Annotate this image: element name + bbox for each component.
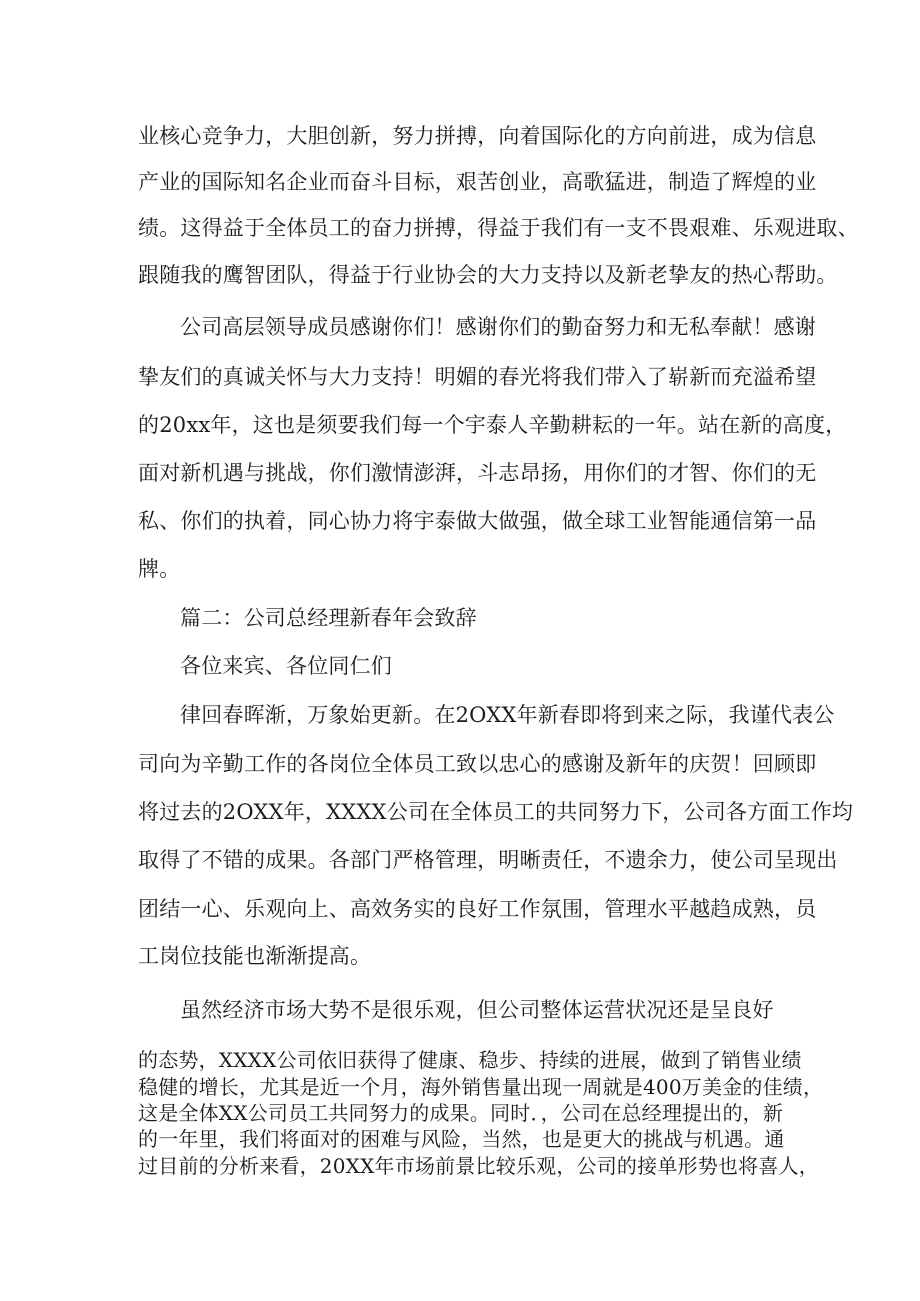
text-line: 挚友们的真诚关怀与大力支持！明媚的春光将我们带入了崭新而充溢希望 [138, 365, 817, 389]
text-line: 的20xx年，这也是须要我们每一个宇泰人辛勤耕耘的一年。站在新的高度， [138, 413, 847, 437]
salutation: 各位来宾、各位同仁们 [180, 654, 392, 678]
text-line: 私、你们的执着，同心协力将宇泰做大做强，做全球工业智能通信第一品 [138, 509, 817, 533]
paragraph-start-line: 公司高层领导成员感谢你们！感谢你们的勤奋努力和无私奉献！感谢 [180, 315, 816, 339]
text-line: 绩。这得益于全体员工的奋力拼搏，得益于我们有一支不畏艰难、乐观进取、 [138, 216, 859, 240]
text-line: 产业的国际知名企业而奋斗目标，艰苦创业，高歌猛进，制造了辉煌的业 [138, 170, 817, 194]
text-line: 这是全体XX公司员工共同努力的成果。同时．，公司在总经理提出的，新 [138, 1101, 784, 1125]
text-line: 司向为辛勤工作的各岗位全体员工致以忠心的感谢及新年的庆贺！回顾即 [138, 752, 817, 776]
section-heading: 篇二：公司总经理新春年会致辞 [180, 606, 477, 630]
text-line: 取得了不错的成果。各部门严格管理，明晰责任，不遗余力，使公司呈现出 [138, 848, 838, 872]
text-line: 面对新机遇与挑战，你们激情澎湃，斗志昂扬，用你们的才智、你们的无 [138, 461, 817, 485]
text-line: 将过去的2OXX年，XXXX公司在全体员工的共同努力下，公司各方面工作均 [138, 800, 854, 824]
text-line: 稳健的增长，尤其是近一个月，海外销售量出现一周就是400万美金的佳绩， [138, 1075, 824, 1099]
text-line: 牌。 [138, 557, 181, 581]
text-line: 的态势，XXXX公司依旧获得了健康、稳步、持续的进展，做到了销售业绩 [138, 1048, 802, 1072]
text-line: 工岗位技能也渐渐提高。 [138, 944, 372, 968]
text-line: 过目前的分析来看，20XX年市场前景比较乐观，公司的接单形势也将喜人， [138, 1154, 819, 1178]
text-line: 的一年里，我们将面对的困难与风险，当然，也是更大的挑战与机遇。通 [138, 1127, 785, 1151]
paragraph-start-line: 虽然经济市场大势不是很乐观，但公司整体运营状况还是呈良好 [180, 998, 774, 1022]
text-line: 团结一心、乐观向上、高效务实的良好工作氛围，管理水平越趋成熟，员 [138, 897, 817, 921]
paragraph-start-line: 律回春晖渐，万象始更新。在2OXX年新春即将到来之际，我谨代表公 [180, 703, 835, 727]
text-line: 跟随我的鹰智团队，得益于行业协会的大力支持以及新老挚友的热心帮助。 [138, 263, 838, 287]
text-line: 业核心竞争力，大胆创新，努力拼搏，向着国际化的方向前进，成为信息 [138, 124, 817, 148]
